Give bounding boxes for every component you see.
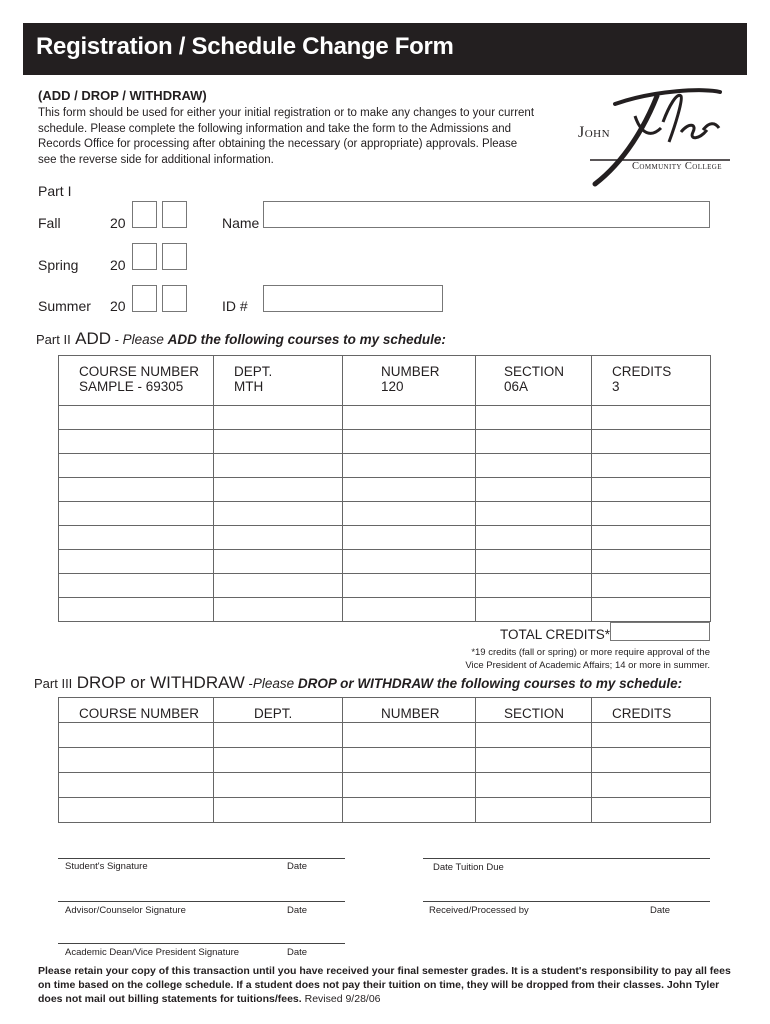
received-by-label: Received/Processed by	[429, 905, 529, 916]
add-cell[interactable]	[214, 574, 343, 598]
add-cell[interactable]	[592, 454, 711, 478]
drop-col-course-number	[59, 698, 214, 723]
add-col-header	[476, 356, 592, 406]
add-cell[interactable]	[476, 454, 592, 478]
add-table-row	[59, 406, 711, 430]
drop-cell[interactable]	[476, 723, 592, 748]
add-cell[interactable]	[476, 502, 592, 526]
add-cell[interactable]	[59, 430, 214, 454]
add-cell[interactable]	[592, 574, 711, 598]
drop-col-credits-label: CREDITS	[612, 706, 672, 721]
drop-col-section-label: SECTION	[504, 706, 565, 721]
drop-cell[interactable]	[592, 748, 711, 773]
add-table-row	[59, 454, 711, 478]
fall-label: Fall	[38, 215, 61, 231]
part3-instruction-pre: Please	[252, 676, 298, 691]
drop-cell[interactable]	[343, 723, 476, 748]
spring-year-digit-1[interactable]	[132, 243, 157, 270]
add-cell[interactable]	[592, 406, 711, 430]
part3-instruction-bold: DROP or WITHDRAW	[297, 676, 434, 691]
form-title: Registration / Schedule Change Form	[36, 33, 454, 60]
add-cell[interactable]	[343, 454, 476, 478]
id-field[interactable]	[263, 285, 443, 312]
add-col-section: SECTION	[504, 364, 565, 379]
form-subtitle: (ADD / DROP / WITHDRAW)	[38, 88, 207, 103]
part2-instruction-pre: Please	[122, 332, 168, 347]
part3-action: DROP or WITHDRAW	[76, 673, 245, 692]
footer-revised-date: Revised 9/28/06	[301, 993, 381, 1005]
part2-instruction-bold: ADD	[167, 332, 197, 347]
drop-cell[interactable]	[214, 773, 343, 798]
drop-col-dept	[214, 698, 343, 723]
fall-year-digit-1[interactable]	[132, 201, 157, 228]
add-table-row	[59, 478, 711, 502]
add-cell[interactable]	[343, 430, 476, 454]
logo-first-name: John	[578, 124, 611, 141]
add-cell[interactable]	[343, 598, 476, 622]
add-cell[interactable]	[59, 526, 214, 550]
add-col-header	[59, 356, 214, 406]
fall-year-digit-2[interactable]	[162, 201, 187, 228]
advisor-signature-line[interactable]	[58, 901, 345, 902]
drop-col-dept-label: DEPT.	[254, 706, 293, 721]
drop-cell[interactable]	[476, 773, 592, 798]
drop-cell[interactable]	[59, 723, 214, 748]
sample-credits: 3	[612, 379, 620, 394]
drop-cell[interactable]	[214, 798, 343, 823]
add-cell[interactable]	[59, 478, 214, 502]
add-cell[interactable]	[59, 406, 214, 430]
part3-dash: -	[244, 676, 253, 691]
drop-col-course-number-label: COURSE NUMBER	[79, 706, 200, 721]
add-table-row	[59, 526, 711, 550]
drop-cell[interactable]	[59, 798, 214, 823]
drop-col-section	[476, 698, 592, 723]
sample-course-number: SAMPLE - 69305	[79, 379, 184, 394]
add-table-row	[59, 430, 711, 454]
part2-instruction-post: the following courses to my schedule:	[196, 332, 446, 347]
credits-note	[380, 646, 710, 672]
add-cell[interactable]	[592, 526, 711, 550]
credits-note-line1: *19 credits (fall or spring) or more require approval of the	[471, 647, 710, 658]
add-cell[interactable]	[59, 454, 214, 478]
drop-cell[interactable]	[343, 798, 476, 823]
add-cell[interactable]	[476, 598, 592, 622]
add-cell[interactable]	[343, 502, 476, 526]
add-col-header	[592, 356, 711, 406]
drop-cell[interactable]	[343, 773, 476, 798]
summer-year-digit-1[interactable]	[132, 285, 157, 312]
summer-year-digit-2[interactable]	[162, 285, 187, 312]
sample-section: 06A	[504, 379, 529, 394]
add-cell[interactable]	[476, 478, 592, 502]
drop-cell[interactable]	[592, 723, 711, 748]
received-date-label: Date	[650, 905, 671, 916]
dean-signature-line[interactable]	[58, 943, 345, 944]
footer-note	[38, 964, 738, 1006]
part3-label: Part III	[34, 676, 73, 691]
add-col-header	[214, 356, 343, 406]
drop-courses-table	[58, 697, 711, 823]
add-cell[interactable]	[343, 406, 476, 430]
add-table-header-row	[59, 356, 711, 406]
add-cell[interactable]	[214, 598, 343, 622]
part1-label: Part I	[38, 183, 72, 199]
form-intro: This form should be used for either your initial registration or to make any changes to your current schedule. Please complete the following information and take the form to the Admissions and Records Office for processing after obtaining the necessary (or appropriate) approvals. Please see the reverse side for additional information.	[38, 107, 535, 166]
fall-year-prefix: 20	[110, 215, 126, 231]
add-cell[interactable]	[214, 502, 343, 526]
spring-year-digit-2[interactable]	[162, 243, 187, 270]
add-col-dept: DEPT.	[234, 364, 273, 379]
drop-cell[interactable]	[214, 723, 343, 748]
add-cell[interactable]	[343, 478, 476, 502]
part2-label: Part II	[36, 332, 71, 347]
total-credits-label: TOTAL CREDITS*	[500, 627, 611, 642]
add-col-credits: CREDITS	[612, 364, 672, 379]
add-cell[interactable]	[476, 574, 592, 598]
drop-col-credits	[592, 698, 711, 723]
student-date-label: Date	[287, 861, 308, 872]
add-col-header	[343, 356, 476, 406]
add-cell[interactable]	[214, 550, 343, 574]
add-cell[interactable]	[476, 550, 592, 574]
name-field[interactable]	[263, 201, 710, 228]
part2-dash: -	[111, 332, 123, 347]
student-signature-line[interactable]	[58, 858, 345, 859]
add-cell[interactable]	[214, 454, 343, 478]
drop-cell[interactable]	[476, 748, 592, 773]
add-cell[interactable]	[476, 526, 592, 550]
part2-action: ADD	[75, 329, 112, 348]
title-bar	[23, 23, 747, 75]
add-cell[interactable]	[59, 502, 214, 526]
add-cell[interactable]	[592, 478, 711, 502]
add-courses-table	[58, 355, 711, 622]
add-table-row	[59, 574, 711, 598]
add-cell[interactable]	[59, 574, 214, 598]
spring-year-prefix: 20	[110, 257, 126, 273]
add-cell[interactable]	[592, 502, 711, 526]
advisor-date-label: Date	[287, 905, 308, 916]
drop-cell[interactable]	[214, 748, 343, 773]
add-cell[interactable]	[343, 574, 476, 598]
tuition-due-line[interactable]	[423, 858, 710, 859]
drop-cell[interactable]	[59, 748, 214, 773]
footer-retain-text: Please retain your copy of this transaction until you have received your final semester grades.	[38, 965, 512, 977]
add-cell[interactable]	[214, 526, 343, 550]
drop-cell[interactable]	[592, 798, 711, 823]
add-col-number: NUMBER	[381, 364, 440, 379]
name-label: Name	[222, 215, 260, 231]
add-cell[interactable]	[214, 406, 343, 430]
add-table-row	[59, 502, 711, 526]
add-cell[interactable]	[343, 526, 476, 550]
tuition-due-label: Date Tuition Due	[433, 862, 504, 873]
add-table-row	[59, 550, 711, 574]
drop-table-row	[59, 723, 711, 748]
drop-table-row	[59, 798, 711, 823]
add-col-course-number: COURSE NUMBER	[79, 364, 200, 379]
logo-last-name	[1, 1, 2, 2]
drop-col-number-label: NUMBER	[381, 706, 440, 721]
add-cell[interactable]	[592, 430, 711, 454]
add-cell[interactable]	[476, 430, 592, 454]
part2-heading	[36, 329, 446, 349]
part3-instruction-post: the following courses to my schedule:	[433, 676, 683, 691]
add-cell[interactable]	[476, 406, 592, 430]
add-cell[interactable]	[343, 550, 476, 574]
advisor-signature-label: Advisor/Counselor Signature	[65, 905, 186, 916]
add-cell[interactable]	[59, 598, 214, 622]
add-cell[interactable]	[214, 478, 343, 502]
summer-label: Summer	[38, 298, 91, 314]
drop-cell[interactable]	[476, 798, 592, 823]
footer-responsibility-text: It is a student's responsibility to pay all fees on time based on the college schedule. If a student does not pay their tuition on time, they will be dropped from their classes. John Tyler does not mail out billing statements for tuitions/fees.	[38, 965, 731, 1005]
spring-label: Spring	[38, 257, 79, 273]
dean-signature-label: Academic Dean/Vice President Signature	[65, 947, 240, 958]
summer-year-prefix: 20	[110, 298, 126, 314]
drop-table-row	[59, 773, 711, 798]
drop-cell[interactable]	[592, 773, 711, 798]
part3-heading	[34, 673, 682, 693]
received-by-line[interactable]	[423, 901, 710, 902]
drop-table-row	[59, 748, 711, 773]
add-table-row	[59, 598, 711, 622]
credits-note-line2: Vice President of Academic Affairs; 14 or more in summer.	[465, 660, 710, 671]
sample-dept: MTH	[234, 379, 264, 394]
drop-cell[interactable]	[59, 773, 214, 798]
add-cell[interactable]	[592, 598, 711, 622]
add-cell[interactable]	[592, 550, 711, 574]
student-signature-label: Student's Signature	[65, 861, 148, 872]
total-credits-field[interactable]	[610, 622, 710, 641]
drop-col-number	[343, 698, 476, 723]
logo-subtitle: Community College	[632, 161, 722, 172]
add-cell[interactable]	[59, 550, 214, 574]
sample-number: 120	[381, 379, 404, 394]
id-label: ID #	[222, 298, 248, 314]
dean-date-label: Date	[287, 947, 308, 958]
drop-cell[interactable]	[343, 748, 476, 773]
add-cell[interactable]	[214, 430, 343, 454]
drop-table-header-row	[59, 698, 711, 723]
